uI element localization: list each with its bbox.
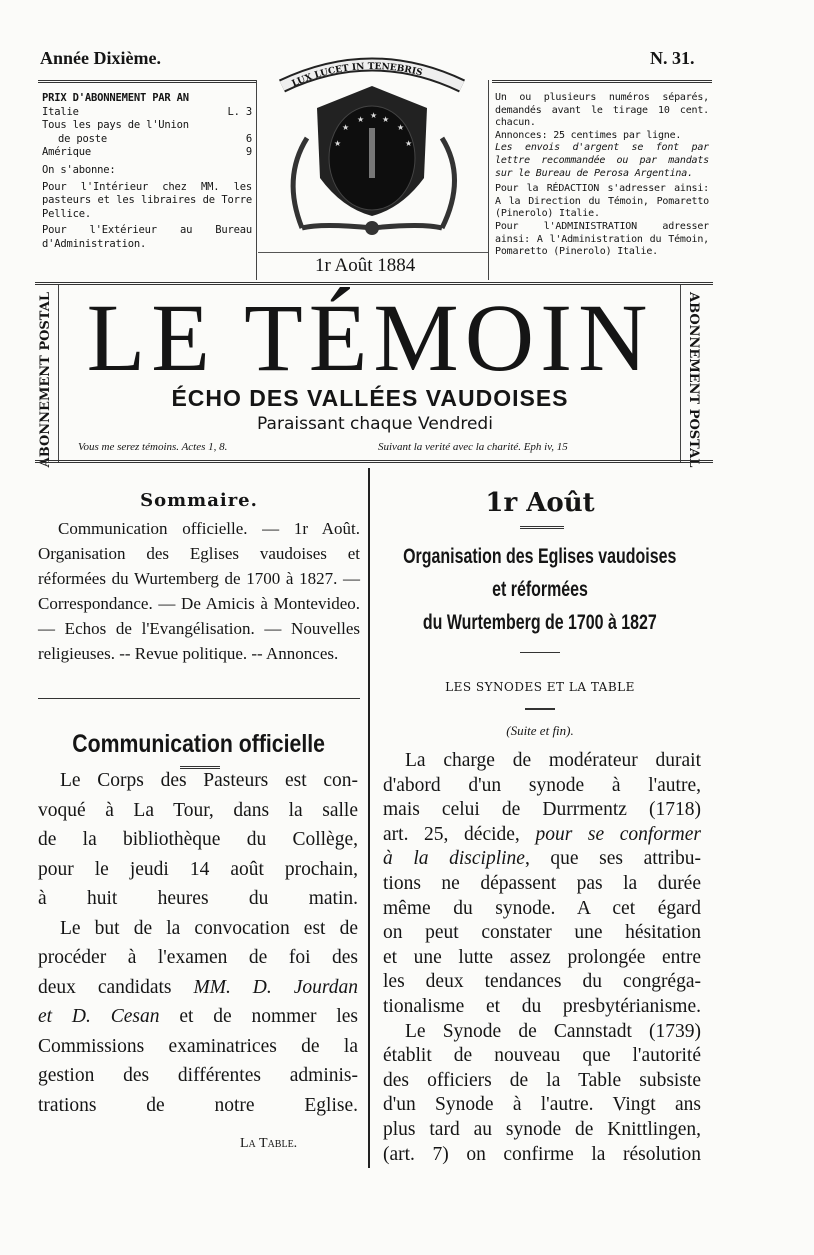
article-title-line1: Organisation des Eglises vaudoises [403, 545, 677, 568]
notice-redaction: Pour la RÉDACTION s'adresser ainsi: A la Direction du Témoin, Pomaretto (Pinerolo) Italie. [495, 183, 709, 220]
text-line: voqué à La Tour, dans la salle [38, 799, 358, 821]
text-line: plus tard au synode de Knittlingen, [383, 1119, 701, 1140]
text-line: pour le jeudi 14 août prochain, [38, 858, 358, 880]
svg-text:★: ★ [382, 115, 390, 124]
text-line: mais celui de Durrmentz (1718) [383, 799, 701, 821]
notice-single-issues: Un ou plusieurs numéros séparés, demandés avant le tirage 10 cent. chacun. [495, 92, 709, 129]
sommaire-text: Communication officielle. — 1r Août. Organisation des Eglises vaudoises et réformées du Wurtemberg de 1700 à 1827. — Correspondance. — De Amicis à Montevideo. — Echos de l'Evangélisation. — Nouvelles religieuses. -- Revue politique. -- Annonces. [38, 519, 360, 663]
text-line: Le Corps des Pasteurs est con- [60, 770, 358, 791]
text-line: des officiers de la Table subsiste [383, 1069, 701, 1091]
article-suite: (Suite et fin). [506, 723, 574, 738]
article-kicker: 1r Août [485, 488, 595, 518]
newspaper-subtitle: ÉCHO DES VALLÉES VAUDOISES [171, 385, 569, 411]
text-line: les deux tendances du congréga- [383, 971, 701, 993]
motto-left: Vous me serez témoins. Actes 1, 8. [78, 441, 228, 453]
notices-box [495, 92, 709, 259]
text-line: deux candidats MM. D. Jourdan [38, 976, 359, 998]
article-title-line3: du Wurtemberg de 1700 à 1827 [423, 611, 657, 634]
price-row: Italie L. 3 [42, 105, 252, 118]
issue-date: 1r Août 1884 [315, 255, 416, 276]
text-line: à la discipline, que ses attribu- [383, 848, 701, 870]
text-line: d'abord d'un synode à l'autre, [383, 774, 701, 796]
text-line: trations de notre Eglise. [38, 1094, 358, 1116]
notice-administration: Pour l'ADMINISTRATION adresser ainsi: A l'Administration du Témoin, Pomaretto (Pinerolo) Italie. [495, 220, 709, 258]
emblem-motto: LUX LUCET IN TENEBRIS [290, 61, 424, 90]
article-section: LES SYNODES ET LA TABLE [445, 680, 635, 694]
price-row: Amérique 9 [42, 146, 252, 159]
communication-heading: Communication officielle [72, 730, 326, 758]
emblem-logo [262, 48, 487, 248]
svg-text:★: ★ [370, 111, 378, 120]
article-title-line2: et réformées [492, 578, 588, 601]
text-line: tionalisme et du presbytérianisme. [383, 996, 701, 1017]
svg-text:★: ★ [334, 139, 342, 148]
text-line: d'un Synode à l'autre. Vingt ans [383, 1094, 701, 1116]
text-line: Le but de la convocation est de [60, 917, 358, 939]
text-line: (art. 7) on confirme la résolution [383, 1143, 701, 1165]
side-label-left: ABONNEMENT POSTAL [38, 292, 53, 468]
price-row: Tous les pays de l'Union [42, 119, 189, 132]
svg-text:★: ★ [405, 139, 413, 148]
subscription-box [42, 92, 252, 252]
text-line: procéder à l'examen de foi des [38, 947, 358, 968]
text-line: établit de nouveau que l'autorité [383, 1045, 701, 1067]
svg-text:★: ★ [342, 123, 350, 132]
text-line: et D. Cesan et de nommer les [38, 1006, 359, 1027]
subscription-heading: PRIX D'ABONNEMENT PAR AN [42, 92, 189, 104]
communication-signature: La Table. [240, 1136, 298, 1151]
text-line: de la bibliothèque du Collège, [38, 829, 358, 850]
notice-money: Les envois d'argent se font par lettre recommandée ou par mandats sur le Bureau de Perosa Argentina. [495, 142, 709, 179]
svg-text:★: ★ [397, 123, 405, 132]
interieur-text: Pour l'Intérieur chez MM. les pasteurs et les libraires de Torre Pellice. [42, 180, 252, 220]
text-line: à huit heures du matin. [38, 888, 358, 909]
issue-number: N. 31. [650, 48, 695, 68]
exterieur-text: Pour l'Extérieur au Bureau d'Administration. [42, 224, 252, 250]
text-line: on peut constater une hésitation [383, 922, 701, 944]
text-line: et une lutte assez prolongée entre [383, 946, 701, 968]
svg-text:★: ★ [357, 115, 365, 124]
side-label-right: ABONNEMENT POSTAL [686, 292, 701, 468]
price-row: de poste 6 [58, 132, 252, 145]
sommaire-heading: Sommaire. [140, 490, 258, 511]
year-label: Année Dixième. [40, 48, 161, 68]
svg-text:LUX LUCET IN TENEBRIS [291, 62, 424, 89]
newspaper-title [62, 284, 678, 391]
text-line: La charge de modérateur durait [405, 750, 701, 771]
text-line: même du synode. A cet égard [383, 897, 701, 919]
text-line: Commissions examinatrices de la [38, 1035, 358, 1057]
notice-ads: Annonces: 25 centimes par ligne. [495, 129, 682, 141]
text-line: tions ne dépassent pas la durée [383, 873, 701, 894]
text-line: art. 25, décide, pour se conformer [383, 823, 701, 845]
text-line: gestion des différentes adminis- [38, 1065, 358, 1086]
abonne-label: On s'abonne: [42, 163, 116, 176]
newspaper-title-text: LE TÉMOIN [86, 284, 654, 391]
frequency-label: Paraissant chaque Vendredi [257, 414, 493, 434]
motto-right: Suivant la verité avec la charité. Eph iv, 15 [378, 441, 568, 453]
text-line: Le Synode de Cannstadt (1739) [405, 1020, 701, 1042]
